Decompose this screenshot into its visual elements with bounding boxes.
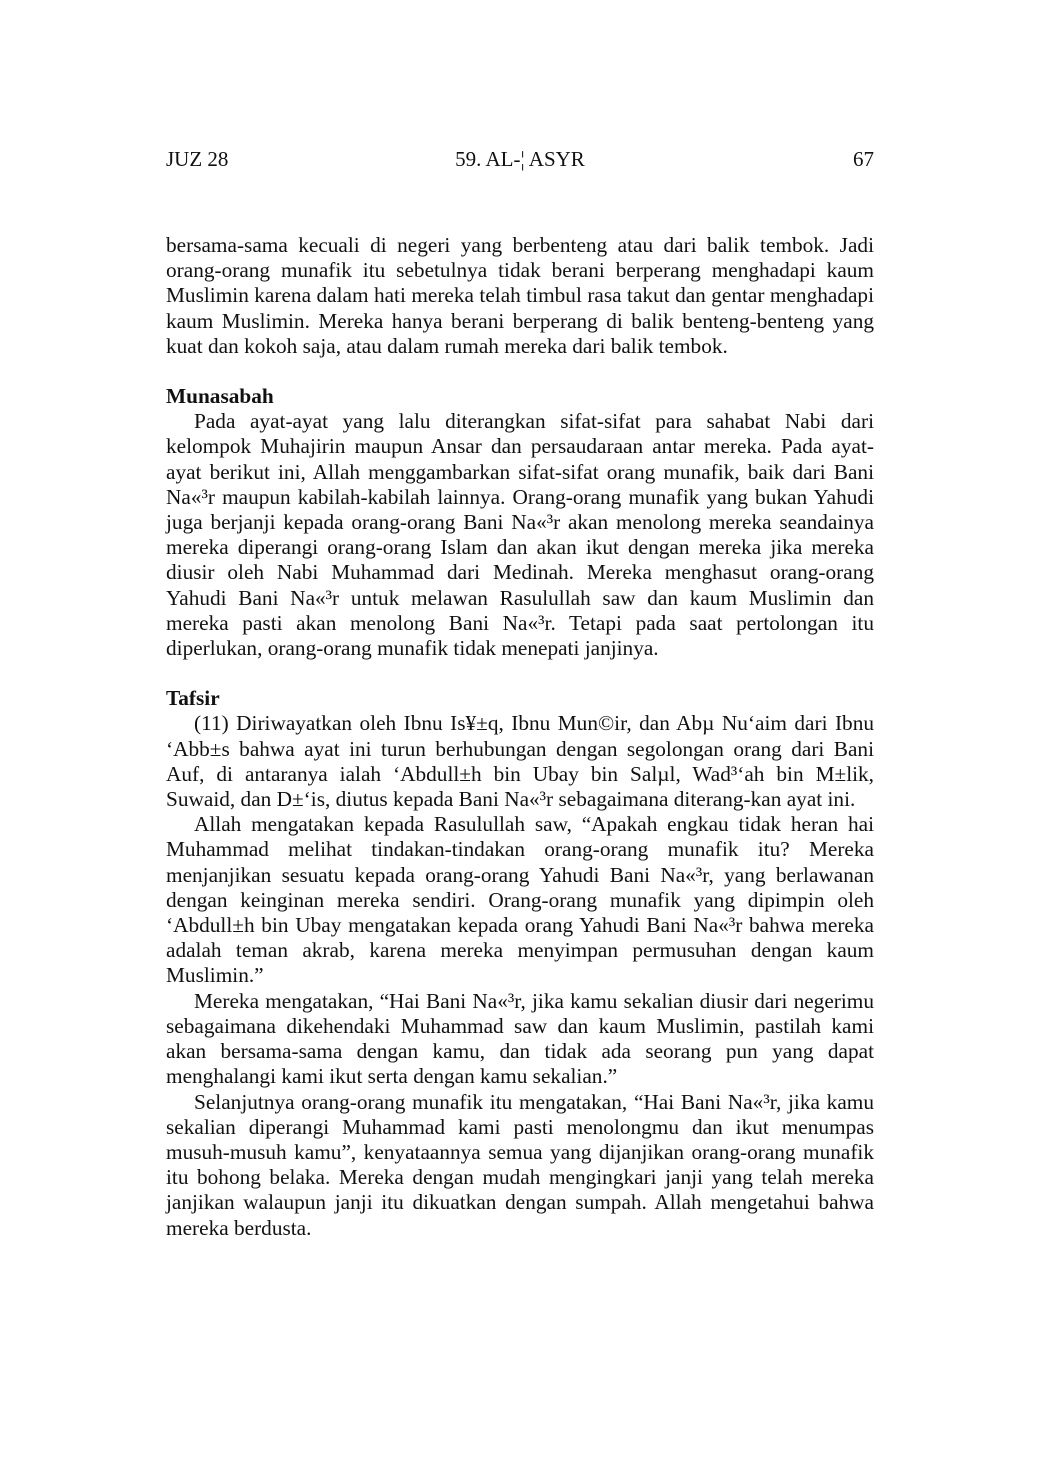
tafsir-heading: Tafsir <box>166 686 220 711</box>
munasabah-paragraph: Pada ayat-ayat yang lalu diterangkan sifat-sifat para sahabat Nabi dari kelompok Muhajirin maupun Ansar dan persaudaraan antar mereka. Pada ayat-ayat berikut ini, Allah menggambarkan sifat-sifat orang munafik, baik dari Bani Na«³r maupun kabilah-kabilah lainnya. Orang-orang munafik yang bukan Yahudi juga berjanji kepada orang-orang Bani Na«³r akan menolong mereka seandainya mereka diperangi orang-orang Islam dan akan ikut dengan mereka jika mereka diusir oleh Nabi Muhammad dari Medinah. Mereka menghasut orang-orang Yahudi Bani Na«³r untuk melawan Rasulullah saw dan kaum Muslimin dan mereka pasti akan menolong Bani Na«³r. Tetapi pada saat pertolongan itu diperlukan, orang-orang munafik tidak menepati janjinya. <box>166 409 874 661</box>
tafsir-paragraph: (11) Diriwayatkan oleh Ibnu Is¥±q, Ibnu Mun©ir, dan Abµ Nu‘aim dari Ibnu ‘Abb±s bahwa ayat ini turun berhubungan dengan segolongan orang dari Bani Auf, di antaranya ialah ‘Abdull±h bin Ubay bin Salµl, Wad³‘ah bin M±lik, Suwaid, dan D±‘is, diutus kepada Bani Na«³r sebagaimana diterang-kan ayat ini. <box>166 711 874 812</box>
intro-paragraph: bersama-sama kecuali di negeri yang berbenteng atau dari balik tembok. Jadi orang-orang munafik itu sebetulnya tidak berani berperang menghadapi kaum Muslimin karena dalam hati mereka telah timbul rasa takut dan gentar menghadapi kaum Muslimin. Mereka hanya berani berperang di balik benteng-benteng yang kuat dan kokoh saja, atau dalam rumah mereka dari balik tembok. <box>166 233 874 358</box>
page-body <box>166 233 874 1241</box>
tafsir-paragraph: Selanjutnya orang-orang munafik itu mengatakan, “Hai Bani Na«³r, jika kamu sekalian diperangi Muhammad kami pasti menolongmu dan ikut menumpas musuh-musuh kamu”, kenyataannya semua yang dijanjikan orang-orang munafik itu bohong belaka. Mereka dengan mudah mengingkari janji yang telah mereka janjikan walaupun janji itu dikuatkan dengan sumpah. Allah mengetahui bahwa mereka berdusta. <box>166 1089 874 1240</box>
tafsir-paragraph: Mereka mengatakan, “Hai Bani Na«³r, jika kamu sekalian diusir dari negerimu sebagaimana dikehendaki Muhammad saw dan kaum Muslimin, pastilah kami akan bersama-sama dengan kamu, dan tidak ada seorang pun yang dapat menghalangi kami ikut serta dengan kamu sekalian.” <box>166 988 874 1089</box>
surah-title: 59. AL-¦ ASYR <box>455 147 585 171</box>
page-number: 67 <box>853 147 874 171</box>
juz-label: JUZ 28 <box>166 147 229 171</box>
tafsir-paragraph: Allah mengatakan kepada Rasulullah saw, “Apakah engkau tidak heran hai Muhammad melihat tindakan-tindakan orang-orang munafik itu? Mereka menjanjikan sesuatu kepada orang-orang Yahudi Bani Na«³r, yang berlawanan dengan keinginan mereka sendiri. Orang-orang munafik yang dipimpin oleh ‘Abdull±h bin Ubay mengatakan kepada orang Yahudi Bani Na«³r bahwa mereka adalah teman akrab, karena mereka menyimpan permusuhan dengan kaum Muslimin.” <box>166 812 874 988</box>
section-gap <box>166 359 874 384</box>
munasabah-heading: Munasabah <box>166 384 274 409</box>
section-gap <box>166 661 874 686</box>
running-header <box>166 146 874 172</box>
